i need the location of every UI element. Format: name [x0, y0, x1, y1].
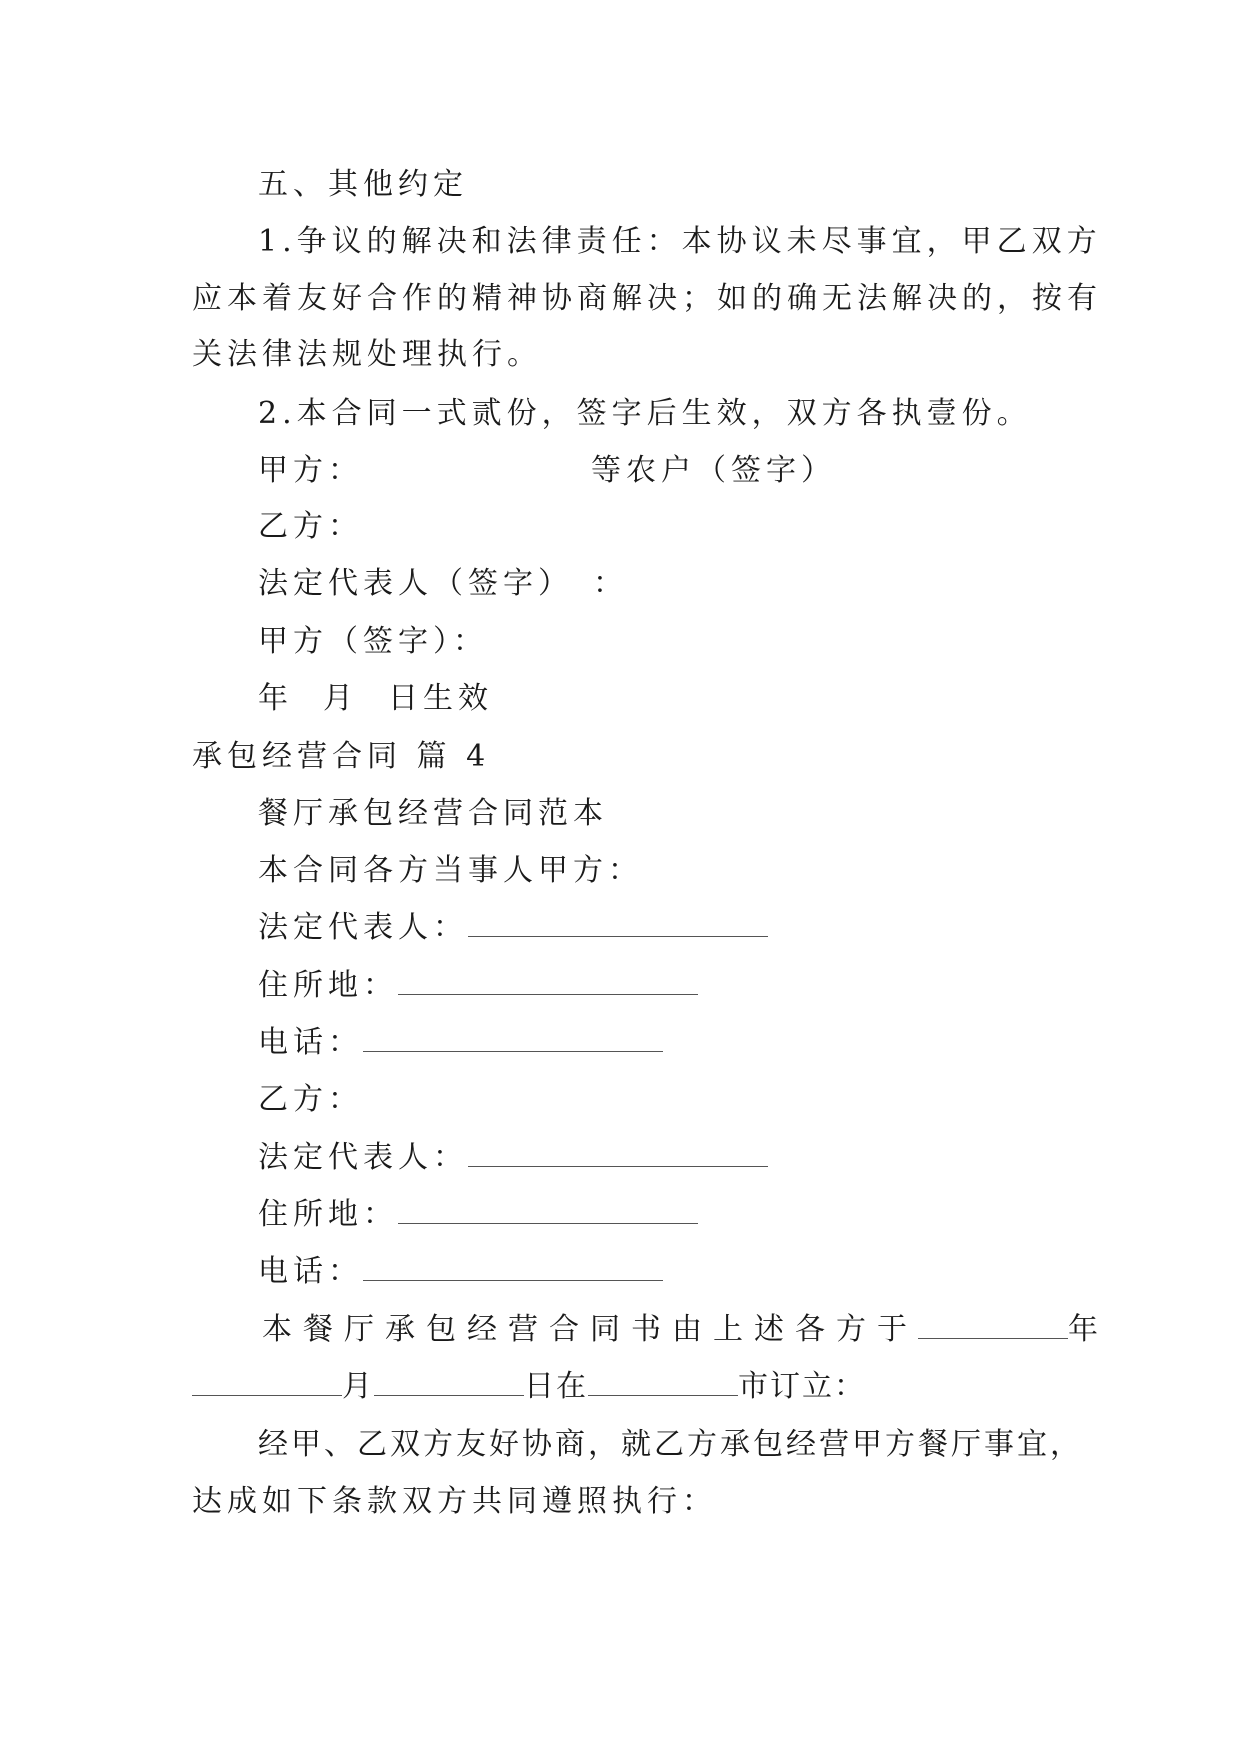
signature-farmer-label: 等农户（签字）: [591, 453, 836, 488]
part-4-title: 承包经营合同 篇 4: [192, 739, 491, 774]
clause-2: 2.本合同一式贰份，签字后生效，双方各执壹份。: [258, 396, 1032, 431]
signing-city-label: 市订立：: [738, 1369, 866, 1404]
signing-statement-line-1: [262, 1310, 1098, 1350]
parties-intro: 本合同各方当事人甲方：: [258, 853, 643, 888]
signature-party-a-label: 甲方：: [258, 453, 363, 488]
signature-party-a-sign-label: 甲方（签字）：: [258, 624, 488, 659]
signing-year-label: 年: [1068, 1312, 1098, 1347]
party-b-legal-rep-row: [258, 1138, 768, 1178]
signing-year-blank: [918, 1312, 1068, 1339]
party-a-phone-label: 电话：: [258, 1025, 363, 1060]
signature-date-row: [258, 679, 493, 719]
recital-line-2: 达成如下条款双方共同遵照执行：: [192, 1484, 717, 1519]
party-b-address-row: [258, 1195, 698, 1235]
signing-month-blank: [192, 1369, 342, 1396]
party-b-address-label: 住所地：: [258, 1197, 398, 1232]
recital-line-1: 经甲、乙双方友好协商，就乙方承包经营甲方餐厅事宜，: [258, 1427, 1083, 1462]
party-a-address-row: [258, 966, 698, 1006]
signature-date-day: 日生效: [388, 681, 493, 716]
signing-city-blank: [588, 1369, 738, 1396]
signature-party-b-label: 乙方：: [258, 509, 363, 544]
clause-1-line-1: 1.争议的解决和法律责任：本协议未尽事宜，甲乙双方: [258, 224, 1102, 259]
clause-1-line-2: 应本着友好合作的精神协商解决；如的确无法解决的，按有: [192, 281, 1102, 316]
party-b-legal-rep-label: 法定代表人：: [258, 1140, 468, 1175]
signing-day-label: 日在: [524, 1369, 588, 1404]
party-b-phone-label: 电话：: [258, 1254, 363, 1289]
party-b-address-blank: [398, 1197, 698, 1224]
party-a-legal-rep-row: [258, 908, 768, 948]
party-b-phone-row: [258, 1252, 663, 1292]
party-b-phone-blank: [363, 1254, 663, 1281]
party-a-legal-rep-blank: [468, 910, 768, 937]
party-b-label: 乙方：: [258, 1082, 363, 1117]
party-a-phone-row: [258, 1023, 663, 1063]
signing-month-label: 月: [342, 1369, 374, 1404]
contract-subtitle: 餐厅承包经营合同范本: [258, 796, 608, 831]
signing-statement-line-2: [192, 1367, 866, 1407]
party-a-address-label: 住所地：: [258, 968, 398, 1003]
signing-day-blank: [374, 1369, 524, 1396]
clause-1-line-3: 关法律法规处理执行。: [192, 337, 542, 372]
section-heading: 五、其他约定: [258, 167, 468, 202]
signing-statement-text: 本餐厅承包经营合同书由上述各方于: [262, 1312, 918, 1347]
signature-legal-rep-label: 法定代表人（签字） ：: [258, 566, 628, 601]
signature-party-a-row: [258, 451, 836, 491]
signature-date-month: 月: [323, 681, 358, 716]
party-a-address-blank: [398, 968, 698, 995]
party-a-legal-rep-label: 法定代表人：: [258, 910, 468, 945]
party-a-phone-blank: [363, 1025, 663, 1052]
signature-date-year: 年: [258, 681, 293, 716]
party-b-legal-rep-blank: [468, 1140, 768, 1167]
